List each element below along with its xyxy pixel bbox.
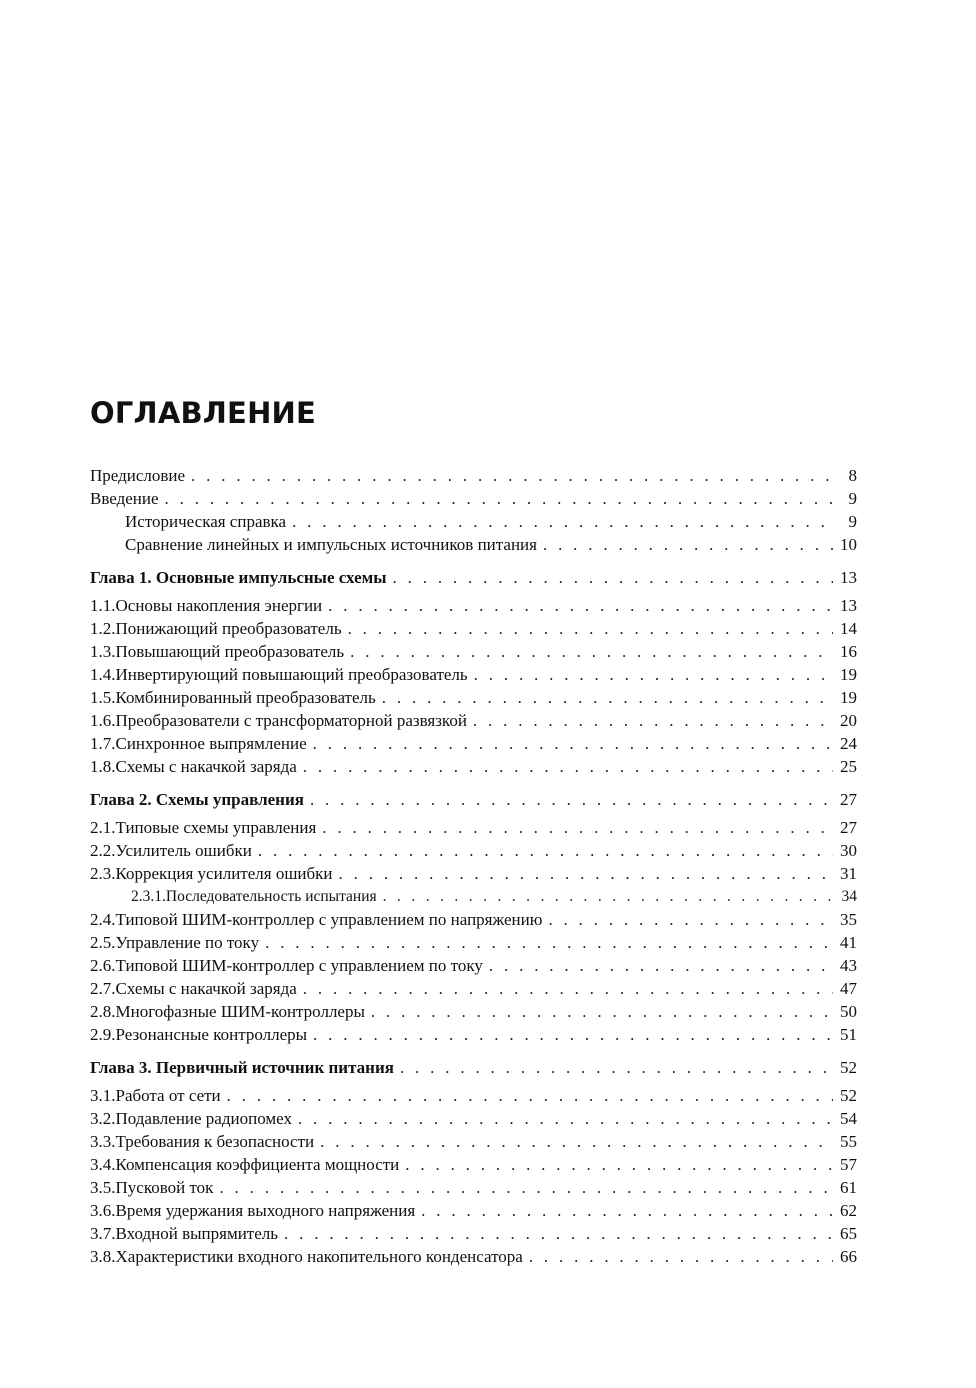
toc-entry-page-number: 16 [840, 642, 857, 661]
toc-entry-number: 1.4. [90, 665, 116, 684]
toc-entry-number: 3.5. [90, 1178, 116, 1197]
toc-entry-title: Входной выпрямитель [115, 1224, 279, 1243]
toc-entry-title: Схемы с накачкой заряда [115, 757, 297, 776]
dot-leader [227, 1084, 833, 1107]
toc-entry[interactable] [90, 663, 857, 686]
toc-entry-number: 1.6. [90, 711, 116, 730]
toc-entry[interactable] [90, 1153, 857, 1176]
dot-leader [400, 1055, 833, 1080]
toc-entry-title: Понижающий преобразователь [115, 619, 342, 638]
toc-entry[interactable] [90, 464, 857, 487]
toc-entry-title: Характеристики входного накопительного конденсатора [115, 1247, 523, 1266]
toc-entry-page-number: 9 [848, 512, 857, 531]
dot-leader [258, 839, 833, 862]
toc-entry-page-number: 27 [840, 790, 857, 809]
toc-entry[interactable] [90, 640, 857, 663]
toc-entry[interactable] [90, 1023, 857, 1046]
toc-entry-number: 2.8. [90, 1002, 116, 1021]
toc-entry[interactable] [90, 510, 857, 533]
toc-entry-page-number: 47 [840, 979, 857, 998]
toc-entry-title: Многофазные ШИМ-контроллеры [115, 1002, 365, 1021]
toc-entry-page-number: 62 [840, 1201, 857, 1220]
dot-leader [489, 954, 833, 977]
dot-leader [303, 977, 833, 1000]
toc-entry-title: Глава 1. Основные импульсные схемы [90, 568, 387, 587]
toc-entry-page-number: 8 [848, 466, 857, 485]
toc-entry[interactable] [90, 617, 857, 640]
toc-entry-title: Предисловие [90, 466, 186, 485]
toc-entry-page-number: 13 [840, 596, 857, 615]
toc-entry-number: 1.2. [90, 619, 116, 638]
toc-entry-title: Пусковой ток [115, 1178, 214, 1197]
toc-entry-page-number: 24 [840, 734, 857, 753]
dot-leader [191, 464, 833, 487]
toc-entry-number: 2.2. [90, 841, 116, 860]
toc-entry[interactable] [90, 732, 857, 755]
toc-entry[interactable] [90, 1245, 857, 1268]
dot-leader [165, 487, 833, 510]
toc-entry-title: Введение [90, 489, 159, 508]
toc-entry[interactable] [90, 1176, 857, 1199]
table-of-contents [90, 464, 857, 1268]
toc-entry[interactable] [90, 1000, 857, 1023]
toc-entry[interactable] [90, 908, 857, 931]
toc-entry-number: 3.4. [90, 1155, 116, 1174]
toc-entry[interactable] [90, 816, 857, 839]
toc-entry-page-number: 34 [841, 888, 857, 905]
dot-leader [322, 816, 833, 839]
toc-entry-number: 1.1. [90, 596, 116, 615]
toc-entry-title: Типовой ШИМ-контроллер с управлением по току [115, 956, 483, 975]
toc-entry-title: Глава 3. Первичный источник питания [90, 1058, 394, 1077]
toc-entry-number: 3.7. [90, 1224, 116, 1243]
toc-chapter-entry[interactable] [90, 787, 857, 812]
dot-leader [383, 885, 833, 908]
toc-entry-page-number: 43 [840, 956, 857, 975]
toc-entry[interactable] [90, 839, 857, 862]
dot-leader [328, 594, 833, 617]
toc-entry-page-number: 27 [840, 818, 857, 837]
toc-entry-title: Основы накопления энергии [115, 596, 323, 615]
dot-leader [265, 931, 833, 954]
dot-leader [320, 1130, 833, 1153]
toc-chapter-entry[interactable] [90, 1055, 857, 1080]
toc-entry[interactable] [90, 1222, 857, 1245]
toc-entry[interactable] [90, 594, 857, 617]
toc-entry[interactable] [90, 533, 857, 556]
toc-entry-title: Глава 2. Схемы управления [90, 790, 304, 809]
dot-leader [350, 640, 833, 663]
toc-entry-page-number: 9 [848, 489, 857, 508]
dot-leader [348, 617, 833, 640]
toc-entry-title: Преобразователи с трансформаторной развязкой [115, 711, 467, 730]
toc-entry-page-number: 54 [840, 1109, 857, 1128]
toc-entry[interactable] [90, 487, 857, 510]
dot-leader [310, 787, 833, 812]
toc-entry-page-number: 57 [840, 1155, 857, 1174]
toc-entry-title: Усилитель ошибки [115, 841, 252, 860]
dot-leader [393, 565, 833, 590]
toc-entry-number: 2.4. [90, 910, 116, 929]
dot-leader [298, 1107, 833, 1130]
toc-entry-page-number: 31 [840, 864, 857, 883]
toc-entry-number: 2.9. [90, 1025, 116, 1044]
toc-entry-title: Типовые схемы управления [115, 818, 317, 837]
toc-entry-title: Резонансные контроллеры [115, 1025, 308, 1044]
toc-entry[interactable] [90, 755, 857, 778]
dot-leader [382, 686, 833, 709]
toc-entry-number: 1.5. [90, 688, 116, 707]
dot-leader [339, 862, 833, 885]
toc-entry[interactable] [90, 885, 857, 908]
dot-leader [303, 755, 833, 778]
toc-entry-page-number: 50 [840, 1002, 857, 1021]
toc-entry-title: Повышающий преобразователь [115, 642, 345, 661]
toc-entry-number: 2.3. [90, 864, 116, 883]
toc-entry-number: 1.3. [90, 642, 116, 661]
toc-entry-page-number: 25 [840, 757, 857, 776]
toc-entry-page-number: 52 [840, 1058, 857, 1077]
dot-leader [284, 1222, 833, 1245]
dot-leader [421, 1199, 833, 1222]
dot-leader [313, 1023, 833, 1046]
dot-leader [405, 1153, 833, 1176]
toc-entry-title: Схемы с накачкой заряда [115, 979, 297, 998]
toc-entry-page-number: 65 [840, 1224, 857, 1243]
toc-entry[interactable] [90, 954, 857, 977]
toc-entry-number: 3.8. [90, 1247, 116, 1266]
toc-chapter-entry[interactable] [90, 565, 857, 590]
toc-entry-number: 3.2. [90, 1109, 116, 1128]
toc-entry-page-number: 10 [840, 535, 857, 554]
toc-entry-page-number: 55 [840, 1132, 857, 1151]
toc-entry[interactable] [90, 931, 857, 954]
dot-leader [313, 732, 833, 755]
toc-entry-number: 3.1. [90, 1086, 116, 1105]
toc-entry-page-number: 66 [840, 1247, 857, 1266]
toc-entry[interactable] [90, 1199, 857, 1222]
toc-entry-title: Управление по току [115, 933, 260, 952]
toc-entry-page-number: 14 [840, 619, 857, 638]
toc-entry-title: Требования к безопасности [115, 1132, 315, 1151]
dot-leader [474, 663, 833, 686]
toc-entry[interactable] [90, 977, 857, 1000]
dot-leader [473, 709, 833, 732]
toc-entry-title: Синхронное выпрямление [115, 734, 307, 753]
toc-entry-page-number: 13 [840, 568, 857, 587]
toc-entry-number: 1.7. [90, 734, 116, 753]
dot-leader [548, 908, 833, 931]
toc-entry-title: Подавление радиопомех [115, 1109, 292, 1128]
dot-leader [371, 1000, 833, 1023]
toc-entry-title: Типовой ШИМ-контроллер с управлением по напряжению [115, 910, 543, 929]
dot-leader [543, 533, 833, 556]
toc-entry-number: 2.1. [90, 818, 116, 837]
toc-entry-page-number: 52 [840, 1086, 857, 1105]
toc-entry[interactable] [90, 862, 857, 885]
toc-entry-page-number: 19 [840, 688, 857, 707]
toc-entry[interactable] [90, 1130, 857, 1153]
toc-entry-title: Историческая справка [125, 512, 287, 531]
toc-entry-number: 1.8. [90, 757, 116, 776]
toc-entry-page-number: 30 [840, 841, 857, 860]
toc-entry[interactable] [90, 686, 857, 709]
toc-entry-title: Инвертирующий повышающий преобразователь [115, 665, 468, 684]
toc-entry-number: 3.6. [90, 1201, 116, 1220]
toc-entry-title: Комбинированный преобразователь [115, 688, 376, 707]
dot-leader [292, 510, 833, 533]
toc-entry-title: Компенсация коэффициента мощности [115, 1155, 400, 1174]
toc-entry-title: 2.3.1.Последовательность испытания [131, 888, 377, 905]
toc-entry-number: 2.7. [90, 979, 116, 998]
toc-entry-page-number: 61 [840, 1178, 857, 1197]
toc-entry[interactable] [90, 1107, 857, 1130]
toc-entry-number: 2.6. [90, 956, 116, 975]
toc-entry-number: 2.5. [90, 933, 116, 952]
toc-entry[interactable] [90, 1084, 857, 1107]
toc-entry-page-number: 41 [840, 933, 857, 952]
toc-entry-number: 3.3. [90, 1132, 116, 1151]
toc-entry-title: Работа от сети [115, 1086, 221, 1105]
toc-entry-title: Сравнение линейных и импульсных источников питания [125, 535, 537, 554]
dot-leader [529, 1245, 833, 1268]
dot-leader [219, 1176, 833, 1199]
toc-entry-page-number: 19 [840, 665, 857, 684]
toc-entry-page-number: 20 [840, 711, 857, 730]
toc-entry-title: Время удержания выходного напряжения [115, 1201, 416, 1220]
toc-entry-page-number: 51 [840, 1025, 857, 1044]
toc-entry-page-number: 35 [840, 910, 857, 929]
page-title: ОГЛАВЛЕНИЕ [90, 396, 317, 430]
toc-entry-title: Коррекция усилителя ошибки [115, 864, 333, 883]
toc-entry[interactable] [90, 709, 857, 732]
